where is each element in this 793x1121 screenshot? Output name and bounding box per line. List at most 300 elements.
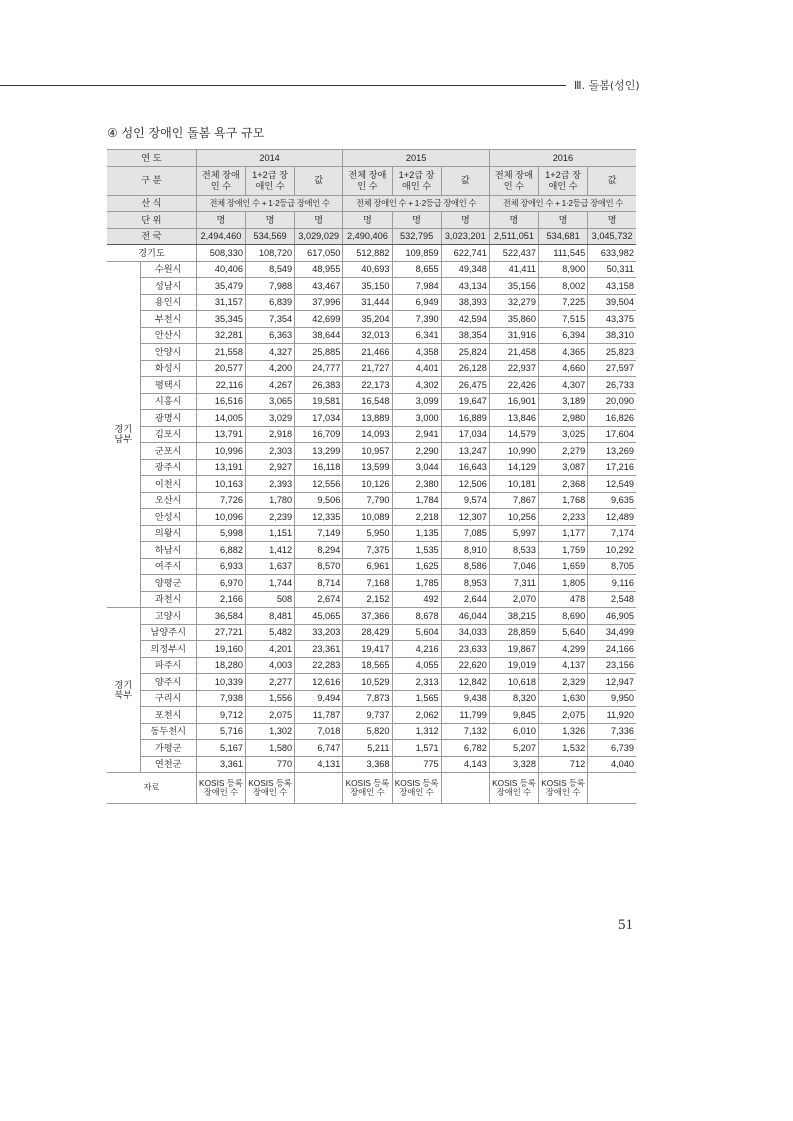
city-value: 5,716 bbox=[196, 723, 245, 740]
table-row bbox=[107, 393, 636, 410]
city-value: 26,383 bbox=[295, 377, 343, 394]
year-header: 2014 bbox=[196, 150, 343, 167]
table-row bbox=[107, 459, 636, 476]
city-value: 26,475 bbox=[441, 377, 489, 394]
city-value: 2,644 bbox=[441, 591, 489, 608]
source-empty bbox=[295, 773, 343, 804]
city-value: 13,247 bbox=[441, 443, 489, 460]
city-name: 양평군 bbox=[140, 575, 196, 592]
city-value: 22,620 bbox=[441, 657, 489, 674]
city-value: 8,320 bbox=[489, 690, 538, 707]
column-header: 전체 장애인 수 bbox=[196, 166, 245, 195]
city-value: 48,955 bbox=[295, 261, 343, 278]
table-row bbox=[107, 377, 636, 394]
city-value: 35,150 bbox=[343, 278, 392, 295]
city-value: 1,805 bbox=[539, 575, 588, 592]
city-value: 38,215 bbox=[489, 608, 538, 625]
city-value: 8,953 bbox=[441, 575, 489, 592]
city-value: 46,905 bbox=[588, 608, 636, 625]
city-value: 27,597 bbox=[588, 360, 636, 377]
table-row bbox=[107, 558, 636, 575]
city-value: 4,365 bbox=[539, 344, 588, 361]
table-row bbox=[107, 327, 636, 344]
city-value: 23,361 bbox=[295, 641, 343, 658]
table-row bbox=[107, 311, 636, 328]
city-name: 안산시 bbox=[140, 327, 196, 344]
city-value: 10,096 bbox=[196, 509, 245, 526]
city-value: 2,674 bbox=[295, 591, 343, 608]
column-header: 1+2급 장애인 수 bbox=[392, 166, 441, 195]
city-value: 20,090 bbox=[588, 393, 636, 410]
city-value: 7,354 bbox=[245, 311, 294, 328]
city-value: 8,910 bbox=[441, 542, 489, 559]
city-value: 3,099 bbox=[392, 393, 441, 410]
city-value: 37,996 bbox=[295, 294, 343, 311]
city-value: 23,633 bbox=[441, 641, 489, 658]
city-value: 31,916 bbox=[489, 327, 538, 344]
city-value: 2,918 bbox=[245, 426, 294, 443]
national-value: 532,795 bbox=[392, 228, 441, 245]
city-value: 4,201 bbox=[245, 641, 294, 658]
city-value: 7,132 bbox=[441, 723, 489, 740]
city-value: 6,949 bbox=[392, 294, 441, 311]
city-value: 7,938 bbox=[196, 690, 245, 707]
city-value: 16,643 bbox=[441, 459, 489, 476]
city-value: 20,577 bbox=[196, 360, 245, 377]
city-value: 11,787 bbox=[295, 707, 343, 724]
table-row bbox=[107, 723, 636, 740]
city-value: 5,640 bbox=[539, 624, 588, 641]
city-value: 16,826 bbox=[588, 410, 636, 427]
city-value: 7,149 bbox=[295, 525, 343, 542]
city-value: 5,482 bbox=[245, 624, 294, 641]
city-value: 2,277 bbox=[245, 674, 294, 691]
table-row bbox=[107, 657, 636, 674]
city-value: 31,444 bbox=[343, 294, 392, 311]
city-value: 2,239 bbox=[245, 509, 294, 526]
city-value: 1,571 bbox=[392, 740, 441, 757]
city-value: 1,744 bbox=[245, 575, 294, 592]
city-value: 19,581 bbox=[295, 393, 343, 410]
city-value: 22,116 bbox=[196, 377, 245, 394]
city-name: 시흥시 bbox=[140, 393, 196, 410]
city-value: 9,845 bbox=[489, 707, 538, 724]
city-value: 8,533 bbox=[489, 542, 538, 559]
table-row bbox=[107, 443, 636, 460]
city-value: 16,118 bbox=[295, 459, 343, 476]
city-value: 2,166 bbox=[196, 591, 245, 608]
column-header: 전체 장애인 수 bbox=[489, 166, 538, 195]
city-value: 10,292 bbox=[588, 542, 636, 559]
city-name: 파주시 bbox=[140, 657, 196, 674]
formula-cell: 전체 장애인 수 + 1·2등급 장애인 수 bbox=[489, 195, 636, 212]
city-value: 7,018 bbox=[295, 723, 343, 740]
national-value: 3,029,029 bbox=[295, 228, 343, 245]
city-name: 동두천시 bbox=[140, 723, 196, 740]
city-value: 6,933 bbox=[196, 558, 245, 575]
city-value: 1,412 bbox=[245, 542, 294, 559]
city-value: 2,075 bbox=[539, 707, 588, 724]
province-value: 108,720 bbox=[245, 245, 294, 262]
city-value: 2,290 bbox=[392, 443, 441, 460]
table-row bbox=[107, 476, 636, 493]
city-value: 19,417 bbox=[343, 641, 392, 658]
city-value: 4,216 bbox=[392, 641, 441, 658]
province-value: 617,050 bbox=[295, 245, 343, 262]
city-value: 1,532 bbox=[539, 740, 588, 757]
city-value: 492 bbox=[392, 591, 441, 608]
city-value: 38,354 bbox=[441, 327, 489, 344]
city-value: 22,283 bbox=[295, 657, 343, 674]
table-row bbox=[107, 360, 636, 377]
city-value: 10,618 bbox=[489, 674, 538, 691]
city-value: 1,535 bbox=[392, 542, 441, 559]
unit-cell: 명 bbox=[539, 212, 588, 229]
unit-cell: 명 bbox=[295, 212, 343, 229]
city-value: 1,312 bbox=[392, 723, 441, 740]
city-value: 21,727 bbox=[343, 360, 392, 377]
column-header: 전체 장애인 수 bbox=[343, 166, 392, 195]
source-empty bbox=[441, 773, 489, 804]
city-name: 용인시 bbox=[140, 294, 196, 311]
city-value: 4,267 bbox=[245, 377, 294, 394]
city-value: 14,129 bbox=[489, 459, 538, 476]
city-value: 2,233 bbox=[539, 509, 588, 526]
city-name: 여주시 bbox=[140, 558, 196, 575]
city-value: 6,363 bbox=[245, 327, 294, 344]
unit-cell: 명 bbox=[245, 212, 294, 229]
city-value: 6,010 bbox=[489, 723, 538, 740]
city-value: 6,739 bbox=[588, 740, 636, 757]
city-value: 3,044 bbox=[392, 459, 441, 476]
city-name: 오산시 bbox=[140, 492, 196, 509]
city-value: 1,151 bbox=[245, 525, 294, 542]
city-name: 연천군 bbox=[140, 756, 196, 773]
city-value: 43,134 bbox=[441, 278, 489, 295]
city-value: 8,481 bbox=[245, 608, 294, 625]
city-value: 4,137 bbox=[539, 657, 588, 674]
city-value: 14,579 bbox=[489, 426, 538, 443]
unit-cell: 명 bbox=[343, 212, 392, 229]
table-row bbox=[107, 509, 636, 526]
city-value: 7,046 bbox=[489, 558, 538, 575]
city-value: 1,625 bbox=[392, 558, 441, 575]
city-value: 17,034 bbox=[295, 410, 343, 427]
city-value: 5,604 bbox=[392, 624, 441, 641]
city-value: 12,947 bbox=[588, 674, 636, 691]
source-cell: KOSIS 등록 장애인 수 bbox=[196, 773, 245, 804]
city-value: 4,131 bbox=[295, 756, 343, 773]
national-label: 전 국 bbox=[107, 228, 196, 245]
city-value: 18,280 bbox=[196, 657, 245, 674]
table-row bbox=[107, 542, 636, 559]
city-value: 2,941 bbox=[392, 426, 441, 443]
city-value: 775 bbox=[392, 756, 441, 773]
city-name: 과천시 bbox=[140, 591, 196, 608]
column-header: 1+2급 장애인 수 bbox=[245, 166, 294, 195]
unit-cell: 명 bbox=[489, 212, 538, 229]
city-value: 7,336 bbox=[588, 723, 636, 740]
city-value: 22,937 bbox=[489, 360, 538, 377]
city-value: 9,574 bbox=[441, 492, 489, 509]
city-value: 19,019 bbox=[489, 657, 538, 674]
city-value: 8,714 bbox=[295, 575, 343, 592]
city-value: 7,867 bbox=[489, 492, 538, 509]
national-value: 3,045,732 bbox=[588, 228, 636, 245]
city-value: 4,299 bbox=[539, 641, 588, 658]
city-value: 39,504 bbox=[588, 294, 636, 311]
table-row bbox=[107, 690, 636, 707]
table-row bbox=[107, 294, 636, 311]
city-value: 3,087 bbox=[539, 459, 588, 476]
city-value: 10,089 bbox=[343, 509, 392, 526]
city-value: 1,784 bbox=[392, 492, 441, 509]
province-label: 경기도 bbox=[107, 245, 196, 262]
city-value: 7,873 bbox=[343, 690, 392, 707]
national-value: 3,023,201 bbox=[441, 228, 489, 245]
city-value: 7,375 bbox=[343, 542, 392, 559]
city-value: 35,156 bbox=[489, 278, 538, 295]
table-row bbox=[107, 756, 636, 773]
city-value: 19,647 bbox=[441, 393, 489, 410]
city-name: 광주시 bbox=[140, 459, 196, 476]
city-value: 8,678 bbox=[392, 608, 441, 625]
city-value: 3,029 bbox=[245, 410, 294, 427]
unit-cell: 명 bbox=[588, 212, 636, 229]
city-name: 안성시 bbox=[140, 509, 196, 526]
city-value: 4,358 bbox=[392, 344, 441, 361]
city-value: 14,005 bbox=[196, 410, 245, 427]
city-value: 10,996 bbox=[196, 443, 245, 460]
city-value: 8,690 bbox=[539, 608, 588, 625]
city-value: 1,302 bbox=[245, 723, 294, 740]
city-value: 7,390 bbox=[392, 311, 441, 328]
city-value: 26,128 bbox=[441, 360, 489, 377]
city-value: 12,616 bbox=[295, 674, 343, 691]
city-value: 35,204 bbox=[343, 311, 392, 328]
formula-cell: 전체 장애인 수 + 1·2등급 장애인 수 bbox=[343, 195, 490, 212]
city-value: 9,116 bbox=[588, 575, 636, 592]
table-row bbox=[107, 525, 636, 542]
city-value: 17,604 bbox=[588, 426, 636, 443]
table-row bbox=[107, 261, 636, 278]
table-row bbox=[107, 624, 636, 641]
city-value: 43,158 bbox=[588, 278, 636, 295]
city-value: 10,339 bbox=[196, 674, 245, 691]
province-value: 622,741 bbox=[441, 245, 489, 262]
city-value: 9,635 bbox=[588, 492, 636, 509]
city-value: 1,580 bbox=[245, 740, 294, 757]
source-cell: KOSIS 등록 장애인 수 bbox=[539, 773, 588, 804]
city-name: 구리시 bbox=[140, 690, 196, 707]
table-row bbox=[107, 195, 636, 212]
city-name: 양주시 bbox=[140, 674, 196, 691]
city-value: 770 bbox=[245, 756, 294, 773]
national-value: 534,569 bbox=[245, 228, 294, 245]
city-value: 4,401 bbox=[392, 360, 441, 377]
city-name: 수원시 bbox=[140, 261, 196, 278]
city-value: 32,013 bbox=[343, 327, 392, 344]
city-value: 25,824 bbox=[441, 344, 489, 361]
city-name: 이천시 bbox=[140, 476, 196, 493]
city-value: 7,988 bbox=[245, 278, 294, 295]
city-value: 2,927 bbox=[245, 459, 294, 476]
city-name: 군포시 bbox=[140, 443, 196, 460]
national-value: 2,511,051 bbox=[489, 228, 538, 245]
city-value: 13,269 bbox=[588, 443, 636, 460]
city-value: 21,466 bbox=[343, 344, 392, 361]
city-name: 김포시 bbox=[140, 426, 196, 443]
city-value: 8,655 bbox=[392, 261, 441, 278]
city-name: 부천시 bbox=[140, 311, 196, 328]
city-value: 2,368 bbox=[539, 476, 588, 493]
table-row bbox=[107, 641, 636, 658]
source-cell: KOSIS 등록 장애인 수 bbox=[245, 773, 294, 804]
city-value: 34,499 bbox=[588, 624, 636, 641]
city-value: 1,565 bbox=[392, 690, 441, 707]
city-name: 성남시 bbox=[140, 278, 196, 295]
city-value: 8,586 bbox=[441, 558, 489, 575]
city-value: 28,859 bbox=[489, 624, 538, 641]
city-value: 28,429 bbox=[343, 624, 392, 641]
city-value: 26,733 bbox=[588, 377, 636, 394]
city-value: 32,281 bbox=[196, 327, 245, 344]
city-value: 17,216 bbox=[588, 459, 636, 476]
city-value: 17,034 bbox=[441, 426, 489, 443]
city-value: 12,489 bbox=[588, 509, 636, 526]
city-value: 10,990 bbox=[489, 443, 538, 460]
province-value: 508,330 bbox=[196, 245, 245, 262]
city-name: 남양주시 bbox=[140, 624, 196, 641]
city-name: 광명시 bbox=[140, 410, 196, 427]
city-value: 508 bbox=[245, 591, 294, 608]
city-value: 9,950 bbox=[588, 690, 636, 707]
city-value: 31,157 bbox=[196, 294, 245, 311]
city-value: 22,426 bbox=[489, 377, 538, 394]
province-value: 512,882 bbox=[343, 245, 392, 262]
formula-cell: 전체 장애인 수 + 1·2등급 장애인 수 bbox=[196, 195, 343, 212]
city-value: 5,950 bbox=[343, 525, 392, 542]
city-value: 478 bbox=[539, 591, 588, 608]
city-value: 6,394 bbox=[539, 327, 588, 344]
national-value: 534,681 bbox=[539, 228, 588, 245]
city-value: 7,726 bbox=[196, 492, 245, 509]
city-value: 3,368 bbox=[343, 756, 392, 773]
city-value: 34,033 bbox=[441, 624, 489, 641]
city-value: 18,565 bbox=[343, 657, 392, 674]
city-value: 1,630 bbox=[539, 690, 588, 707]
city-value: 5,167 bbox=[196, 740, 245, 757]
city-value: 2,980 bbox=[539, 410, 588, 427]
city-value: 13,191 bbox=[196, 459, 245, 476]
city-value: 12,506 bbox=[441, 476, 489, 493]
city-value: 7,515 bbox=[539, 311, 588, 328]
city-value: 24,166 bbox=[588, 641, 636, 658]
city-value: 2,070 bbox=[489, 591, 538, 608]
city-value: 45,065 bbox=[295, 608, 343, 625]
table-row bbox=[107, 150, 636, 167]
city-value: 8,900 bbox=[539, 261, 588, 278]
city-value: 4,003 bbox=[245, 657, 294, 674]
city-value: 19,867 bbox=[489, 641, 538, 658]
city-value: 13,599 bbox=[343, 459, 392, 476]
city-value: 2,062 bbox=[392, 707, 441, 724]
city-value: 2,303 bbox=[245, 443, 294, 460]
column-header: 1+2급 장애인 수 bbox=[539, 166, 588, 195]
city-value: 32,279 bbox=[489, 294, 538, 311]
city-value: 10,529 bbox=[343, 674, 392, 691]
city-value: 16,709 bbox=[295, 426, 343, 443]
city-value: 2,152 bbox=[343, 591, 392, 608]
city-value: 1,759 bbox=[539, 542, 588, 559]
city-value: 9,494 bbox=[295, 690, 343, 707]
city-value: 4,660 bbox=[539, 360, 588, 377]
province-value: 522,437 bbox=[489, 245, 538, 262]
city-value: 12,549 bbox=[588, 476, 636, 493]
table-row bbox=[107, 674, 636, 691]
table-row bbox=[107, 426, 636, 443]
unit-cell: 명 bbox=[441, 212, 489, 229]
year-header: 2016 bbox=[489, 150, 636, 167]
city-value: 1,637 bbox=[245, 558, 294, 575]
city-value: 37,366 bbox=[343, 608, 392, 625]
region-group-label: 경기 남부 bbox=[107, 261, 140, 608]
national-value: 2,490,406 bbox=[343, 228, 392, 245]
city-value: 5,207 bbox=[489, 740, 538, 757]
city-value: 21,558 bbox=[196, 344, 245, 361]
city-value: 33,203 bbox=[295, 624, 343, 641]
city-value: 6,341 bbox=[392, 327, 441, 344]
city-name: 포천시 bbox=[140, 707, 196, 724]
unit-label: 단 위 bbox=[107, 212, 196, 229]
city-value: 7,225 bbox=[539, 294, 588, 311]
city-value: 13,889 bbox=[343, 410, 392, 427]
city-name: 화성시 bbox=[140, 360, 196, 377]
city-value: 38,310 bbox=[588, 327, 636, 344]
city-value: 6,747 bbox=[295, 740, 343, 757]
city-value: 13,299 bbox=[295, 443, 343, 460]
city-value: 8,549 bbox=[245, 261, 294, 278]
city-value: 8,002 bbox=[539, 278, 588, 295]
city-name: 의정부시 bbox=[140, 641, 196, 658]
column-header: 값 bbox=[441, 166, 489, 195]
city-value: 4,143 bbox=[441, 756, 489, 773]
city-value: 6,970 bbox=[196, 575, 245, 592]
province-value: 109,859 bbox=[392, 245, 441, 262]
city-value: 9,712 bbox=[196, 707, 245, 724]
city-value: 16,901 bbox=[489, 393, 538, 410]
city-value: 2,329 bbox=[539, 674, 588, 691]
city-value: 3,065 bbox=[245, 393, 294, 410]
table-row bbox=[107, 773, 636, 804]
city-value: 12,556 bbox=[295, 476, 343, 493]
city-value: 7,984 bbox=[392, 278, 441, 295]
city-value: 4,040 bbox=[588, 756, 636, 773]
city-value: 49,348 bbox=[441, 261, 489, 278]
city-value: 6,782 bbox=[441, 740, 489, 757]
table-row bbox=[107, 410, 636, 427]
city-value: 14,093 bbox=[343, 426, 392, 443]
city-value: 1,768 bbox=[539, 492, 588, 509]
province-value: 111,545 bbox=[539, 245, 588, 262]
column-header: 값 bbox=[295, 166, 343, 195]
table-row bbox=[107, 591, 636, 608]
city-value: 7,085 bbox=[441, 525, 489, 542]
city-value: 13,791 bbox=[196, 426, 245, 443]
city-value: 41,411 bbox=[489, 261, 538, 278]
city-value: 43,467 bbox=[295, 278, 343, 295]
city-value: 1,785 bbox=[392, 575, 441, 592]
